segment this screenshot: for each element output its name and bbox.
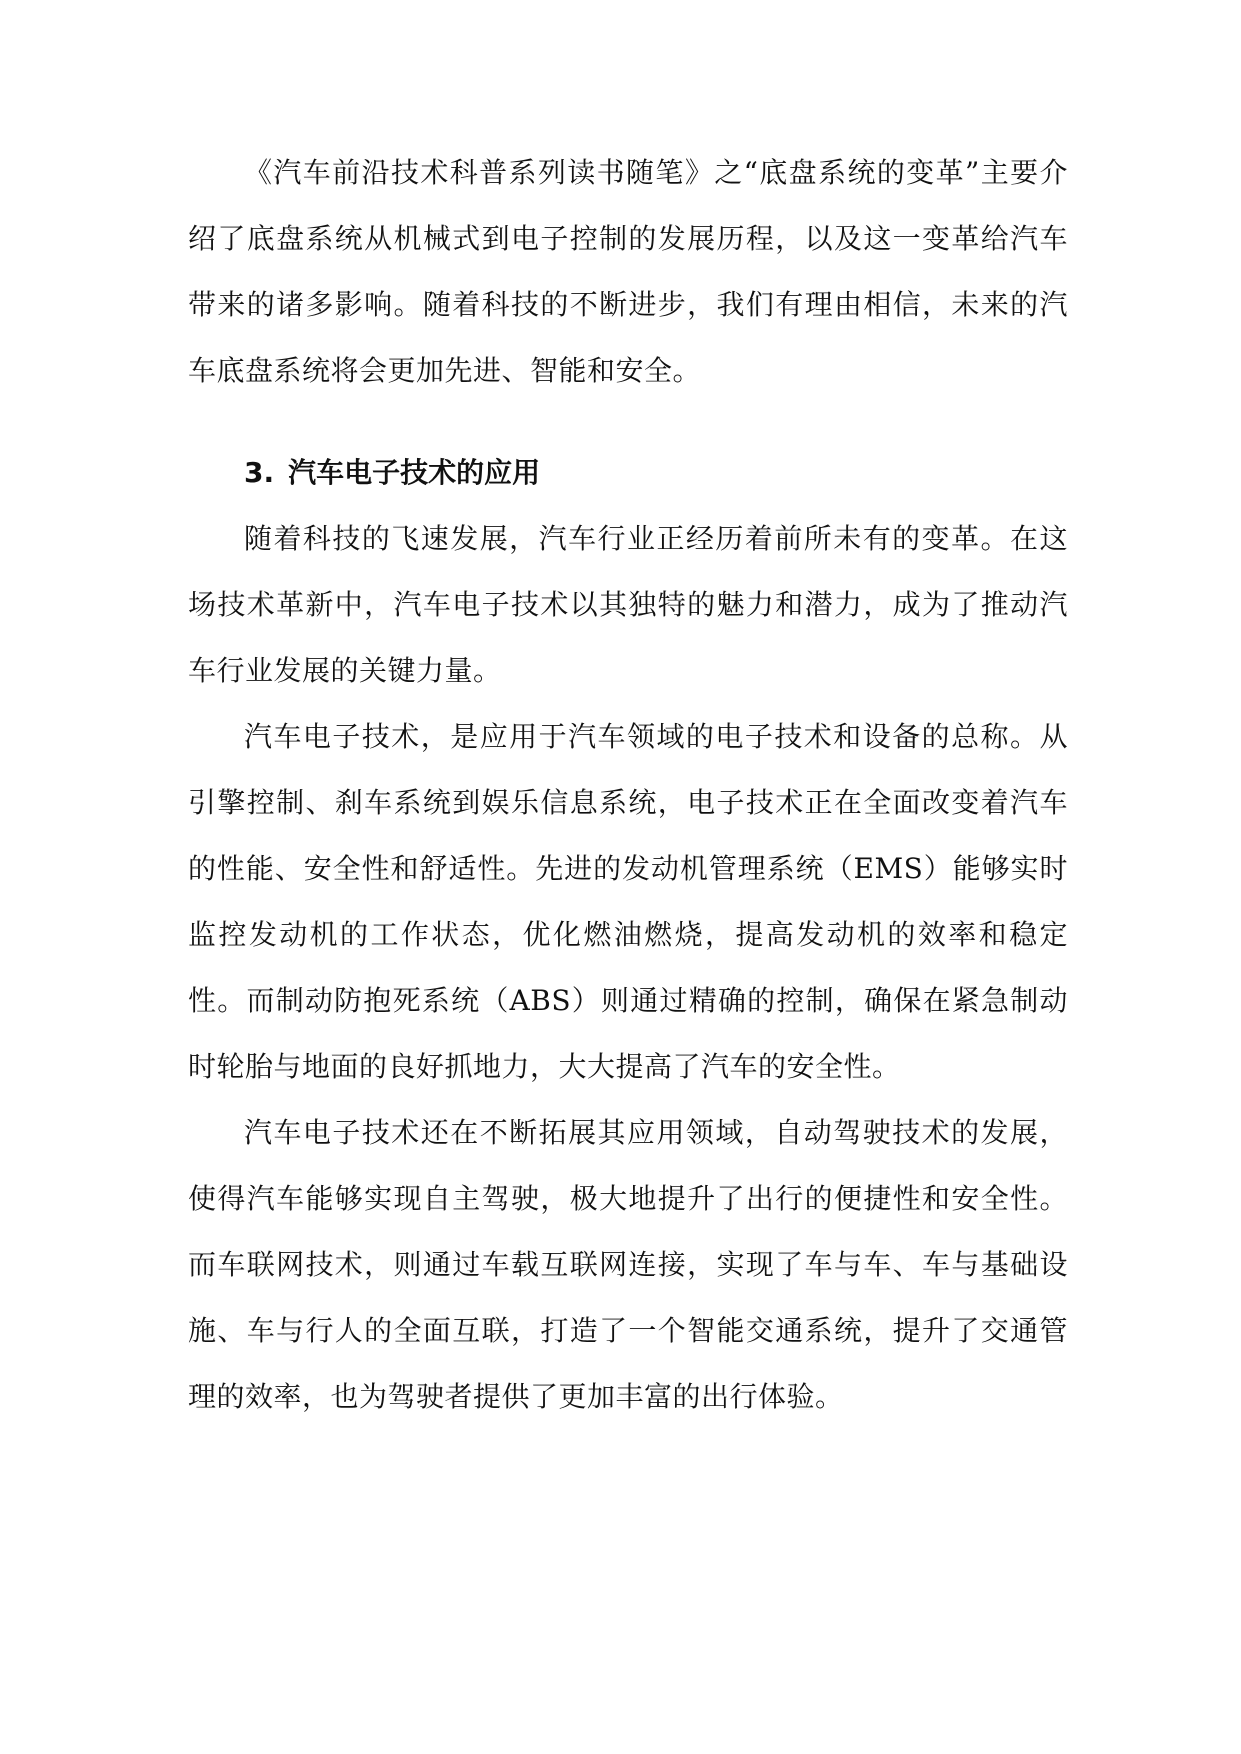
paragraph-applications: 汽车电子技术还在不断拓展其应用领域，自动驾驶技术的发展，使得汽车能够实现自主驾驶，极大地提升了出行的便捷性和安全性。而车联网技术，则通过车载互联网连接，实现了车与车、车与基础设施、车与行人的全面互联，打造了一个智能交通系统，提升了交通管理的效率，也为驾驶者提供了更加丰富的出行体验。 (188, 1116, 1068, 1413)
section-heading (188, 440, 1068, 506)
section-number: 3. (244, 456, 275, 489)
paragraph-intro: 随着科技的飞速发展，汽车行业正经历着前所未有的变革。在这场技术革新中，汽车电子技术以其独特的魅力和潜力，成为了推动汽车行业发展的关键力量。 (188, 522, 1068, 687)
paragraph-definition: 汽车电子技术，是应用于汽车领域的电子技术和设备的总称。从引擎控制、刹车系统到娱乐信息系统，电子技术正在全面改变着汽车的性能、安全性和舒适性。先进的发动机管理系统（EMS）能够实时监控发动机的工作状态，优化燃油燃烧，提高发动机的效率和稳定性。而制动防抱死系统（ABS）则通过精确的控制，确保在紧急制动时轮胎与地面的良好抓地力，大大提高了汽车的安全性。 (188, 720, 1068, 1083)
paragraph-chassis-summary: 《汽车前沿技术科普系列读书随笔》之“底盘系统的变革”主要介绍了底盘系统从机械式到电子控制的发展历程，以及这一变革给汽车带来的诸多影响。随着科技的不断进步，我们有理由相信，未来的汽车底盘系统将会更加先进、智能和安全。 (188, 156, 1068, 387)
document-body (188, 140, 1068, 1430)
section-title: 汽车电子技术的应用 (288, 456, 541, 489)
